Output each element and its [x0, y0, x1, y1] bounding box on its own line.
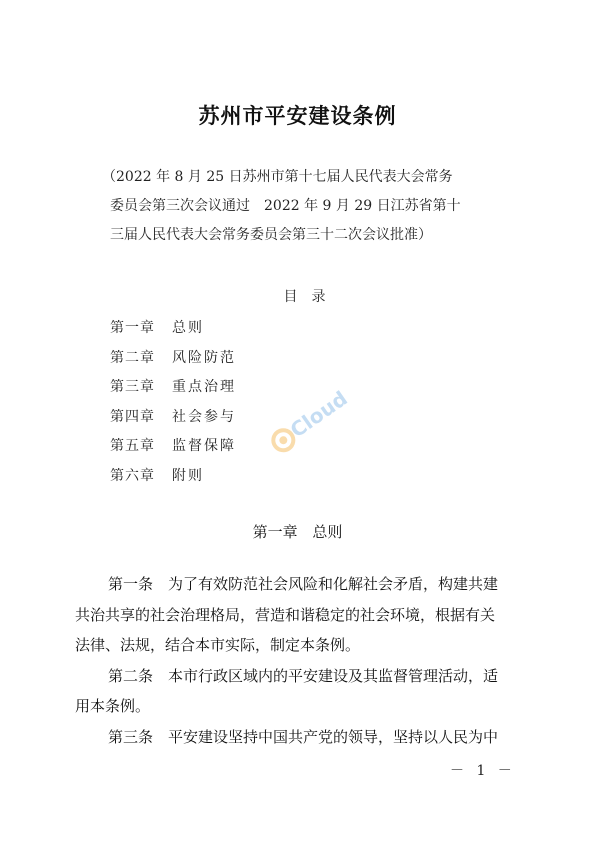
- page-number: － 1 －: [450, 763, 516, 779]
- toc-item-number: 第三章: [110, 379, 155, 395]
- body-line: 法律、法规，结合本市实际，制定本条例。: [75, 636, 361, 654]
- toc-item-number: 第二章: [110, 349, 155, 366]
- adoption-note-line: 三届人民代表大会常务委员会第三十二次会议批准）: [110, 227, 432, 243]
- toc-item[interactable]: [110, 432, 410, 462]
- toc-item-name: 总则: [172, 320, 204, 336]
- document-body: [75, 569, 522, 752]
- toc-item-name: 社会参与: [172, 408, 236, 425]
- toc-heading: 目录: [283, 289, 340, 305]
- body-line: 第一条 为了有效防范社会风险和化解社会矛盾，构建共建: [108, 575, 499, 593]
- toc-item[interactable]: [110, 344, 410, 374]
- adoption-note-line: 委员会第三次会议通过 2022 年 9 月 29 日江苏省第十: [110, 198, 461, 214]
- document-title: 苏州市平安建设条例: [198, 104, 397, 128]
- toc-item[interactable]: [110, 373, 410, 403]
- toc-item-name: 附则: [172, 467, 204, 484]
- body-line: 第三条 平安建设坚持中国共产党的领导，坚持以人民为中: [108, 727, 499, 746]
- toc-item-number: 第四章: [110, 408, 155, 425]
- toc-item-number: 第五章: [110, 438, 155, 454]
- watermark-text: Cloud: [285, 386, 352, 443]
- toc-item[interactable]: [110, 314, 410, 344]
- toc-item-name: 监督保障: [172, 438, 236, 454]
- toc-item-name: 风险防范: [172, 349, 236, 366]
- chapter-heading: 第一章 总则: [252, 523, 343, 541]
- toc-item[interactable]: [110, 462, 410, 492]
- table-of-contents: [110, 314, 410, 491]
- body-line: 第二条 本市行政区域内的平安建设及其监督管理活动，适: [108, 666, 499, 685]
- adoption-note: [102, 163, 510, 250]
- body-line: 共治共享的社会治理格局，营造和谐稳定的社会环境，根据有关: [75, 605, 496, 624]
- toc-item-name: 重点治理: [172, 379, 236, 395]
- adoption-note-line: （2022 年 8 月 25 日苏州市第十七届人民代表大会常务: [102, 169, 453, 185]
- toc-item-number: 第一章: [110, 320, 155, 336]
- body-line: 用本条例。: [75, 697, 151, 715]
- toc-item-number: 第六章: [110, 467, 155, 484]
